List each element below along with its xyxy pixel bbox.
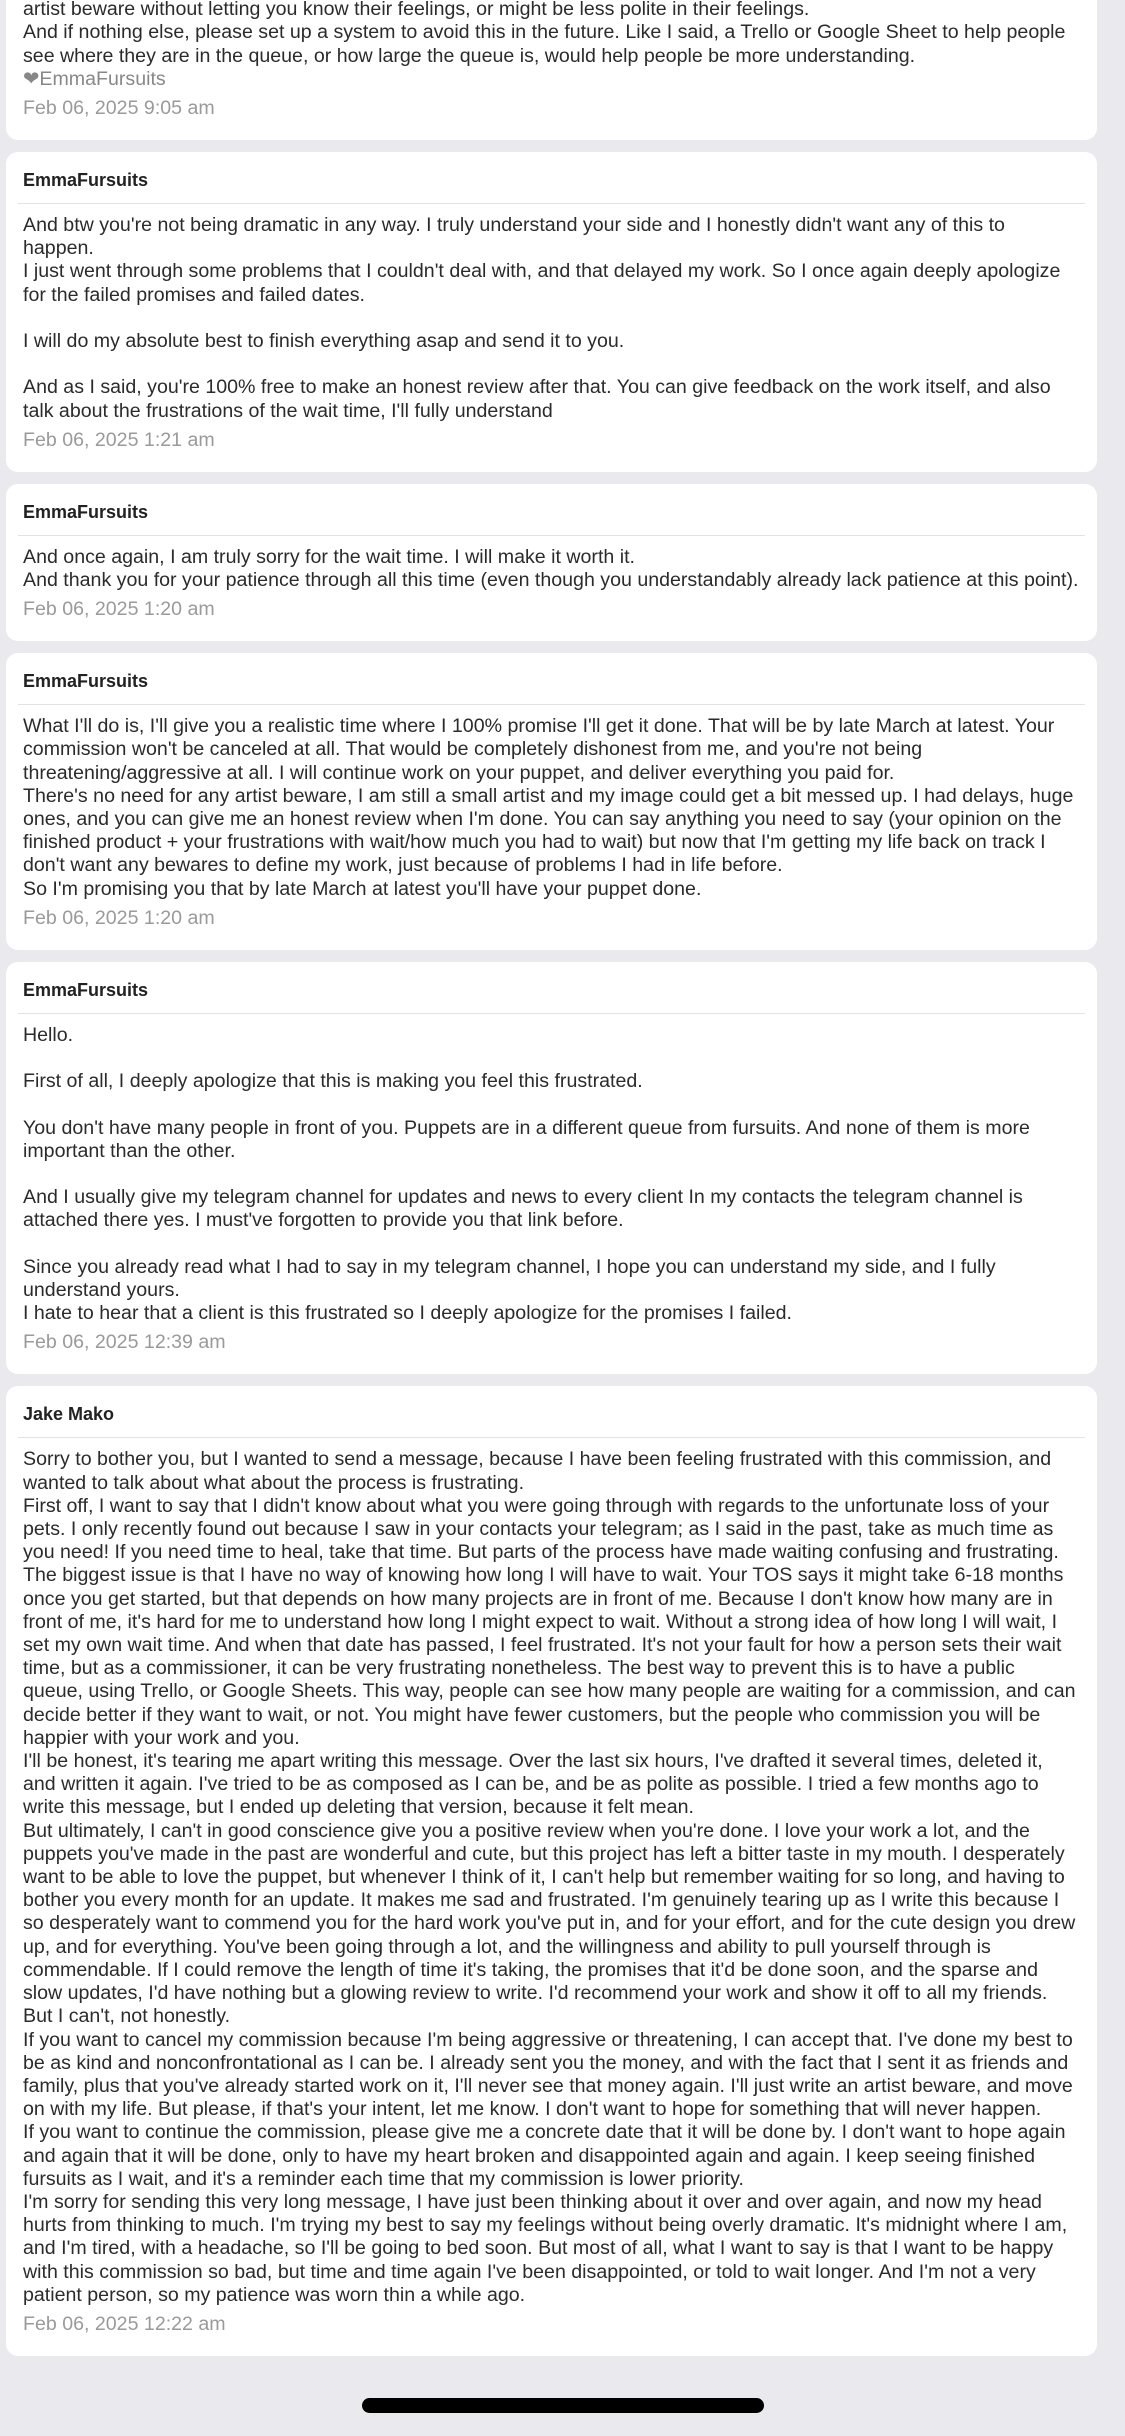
message-body bbox=[18, 546, 1085, 592]
message-paragraph: If you want to cancel my commission because I'm being aggressive or threatening, I can accept that. I've done my best to be as kind and nonconfrontational as I can be. I already sent you the money, and with the fact that I sent it as friends and family, plus that you've already started work on it, I'll never see that money again. I'll just write an artist beware, and move on with my life. But please, if that's your intent, let me know. I don't want to hope for something that will never happen. bbox=[23, 2028, 1073, 2121]
message-timestamp: Feb 06, 2025 1:20 am bbox=[23, 906, 215, 929]
message-card bbox=[6, 152, 1097, 472]
message-signature: ❤EmmaFursuits bbox=[23, 67, 166, 90]
paragraph-spacer bbox=[23, 1163, 1080, 1186]
message-body bbox=[18, 1448, 1085, 2307]
message-paragraph: I just went through some problems that I couldn't deal with, and that delayed my work. So I once again deeply apologize for the failed promises and failed dates. bbox=[23, 260, 1061, 306]
message-paragraph: I hate to hear that a client is this frustrated so I deeply apologize for the promises I failed. bbox=[23, 1302, 792, 1325]
message-body bbox=[18, 0, 1085, 68]
message-paragraph: Sorry to bother you, but I wanted to send a message, because I have been feeling frustrated with this commission, and wanted to talk about what about the process is frustrating. bbox=[23, 1448, 1052, 1494]
message-paragraph: artist beware without letting you know their feelings, or might be less polite in their feelings. bbox=[23, 0, 810, 21]
message-author[interactable]: Jake Mako bbox=[18, 1400, 1085, 1438]
message-author[interactable]: EmmaFursuits bbox=[18, 166, 1085, 204]
message-paragraph: And thank you for your patience through all this time (even though you understandably already lack patience at this point). bbox=[23, 569, 1079, 592]
message-paragraph: And once again, I am truly sorry for the wait time. I will make it worth it. bbox=[23, 545, 635, 568]
message-paragraph: If you want to continue the commission, please give me a concrete date that it will be done by. I don't want to hope again and again that it will be done, only to have my heart broken and disappointed again and again. I keep seeing finished fursuits as I wait, and it's a reminder each time that my commission is lower priority. bbox=[23, 2121, 1066, 2190]
message-paragraph: And btw you're not being dramatic in any way. I truly understand your side and I honestly didn't want any of this to happen. bbox=[23, 214, 1005, 260]
message-paragraph: And if nothing else, please set up a system to avoid this in the future. Like I said, a Trello or Google Sheet to help people see where they are in the queue, or how large the queue is, would help people be more understanding. bbox=[23, 21, 1066, 67]
message-paragraph: First off, I want to say that I didn't know about what you were going through with regards to the unfortunate loss of your pets. I only recently found out because I saw in your contacts your telegram; as I said in the past, take as much time as you need! If you need time to heal, take that time. But parts of the process have made waiting confusing and frustrating. bbox=[23, 1494, 1059, 1564]
home-indicator[interactable] bbox=[362, 2398, 764, 2413]
message-author[interactable]: EmmaFursuits bbox=[18, 976, 1085, 1014]
message-paragraph: Hello. bbox=[23, 1023, 74, 1046]
message-body bbox=[18, 715, 1085, 901]
message-paragraph: You don't have many people in front of you. Puppets are in a different queue from fursuits. And none of them is more important than the other. bbox=[23, 1116, 1030, 1162]
message-card bbox=[6, 1386, 1097, 2356]
message-card bbox=[6, 484, 1097, 641]
message-timestamp: Feb 06, 2025 1:21 am bbox=[23, 428, 215, 451]
message-card bbox=[6, 0, 1097, 140]
message-timestamp: Feb 06, 2025 12:22 am bbox=[23, 2312, 226, 2335]
message-author[interactable]: EmmaFursuits bbox=[18, 498, 1085, 536]
message-paragraph: But ultimately, I can't in good conscience give you a positive review when you're done. I love your work a lot, and the puppets you've made in the past are wonderful and cute, but this project has left a bitter taste in my mouth. I desperately want to be able to love the puppet, but whenever I think of it, I can't help but remember waiting for so long, and having to bother you every month for an update. It makes me sad and frustrated. I'm genuinely tearing up as I write this because I so desperately want to commend you for the hard work you've put in, and for your effort, and for the cute design you drew up, and for everything. You've been going through a lot, and the willingness and ability to pull yourself through is commendable. If I could remove the length of time it's taking, the promises that it'd be done soon, and the sparse and slow updates, I'd have nothing but a glowing review to write. I'd recommend your work and show it off to all my friends. But I can't, not honestly. bbox=[23, 1819, 1076, 2028]
message-paragraph: I'll be honest, it's tearing me apart writing this message. Over the last six hours, I've drafted it several times, deleted it, and written it again. I've tried to be as composed as I can be, and be as polite as possible. I tried a few months ago to write this message, but I ended up deleting that version, because it felt mean. bbox=[23, 1750, 1043, 1819]
message-body bbox=[18, 214, 1085, 423]
paragraph-spacer bbox=[23, 1093, 1080, 1116]
message-paragraph: What I'll do is, I'll give you a realistic time where I 100% promise I'll get it done. That will be by late March at latest. Your commission won't be canceled at all. That would be completely dishonest from me, and you're not being threatening/aggressive at all. I will continue work on your puppet, and deliver everything you paid for. bbox=[23, 715, 1055, 784]
message-paragraph: And I usually give my telegram channel for updates and news to every client In my contacts the telegram channel is attached there yes. I must've forgotten to provide you that link before. bbox=[23, 1186, 1023, 1232]
message-timestamp: Feb 06, 2025 12:39 am bbox=[23, 1331, 226, 1354]
message-body bbox=[18, 1024, 1085, 1326]
message-paragraph: First of all, I deeply apologize that this is making you feel this frustrated. bbox=[23, 1070, 643, 1093]
paragraph-spacer bbox=[23, 1047, 1080, 1070]
message-paragraph: I will do my absolute best to finish everything asap and send it to you. bbox=[23, 330, 625, 353]
message-paragraph: And as I said, you're 100% free to make an honest review after that. You can give feedback on the work itself, and also talk about the frustrations of the wait time, I'll fully understand bbox=[23, 376, 1051, 422]
message-timestamp: Feb 06, 2025 1:20 am bbox=[23, 598, 215, 621]
paragraph-spacer bbox=[23, 353, 1080, 376]
message-paragraph: Since you already read what I had to say in my telegram channel, I hope you can understand my side, and I fully understand yours. bbox=[23, 1255, 996, 1302]
message-paragraph: There's no need for any artist beware, I am still a small artist and my image could get a bit messed up. I had delays, huge ones, and you can give me an honest review when I'm done. You can say anything you need to say (your opinion on the finished product + your frustrations with wait/how much you had to wait) but now that I'm getting my life back on track I don't want any bewares to define my work, just because of problems I had in life before. bbox=[23, 784, 1074, 877]
message-timestamp: Feb 06, 2025 9:05 am bbox=[23, 97, 215, 120]
message-card bbox=[6, 653, 1097, 950]
message-author[interactable]: EmmaFursuits bbox=[18, 667, 1085, 705]
paragraph-spacer bbox=[23, 1233, 1080, 1256]
message-paragraph: I'm sorry for sending this very long message, I have just been thinking about it over and over again, and now my head hurts from thinking to much. I'm trying my best to say my feelings without being overly dramatic. It's midnight where I am, and I'm tired, with a headache, so I'll be going to bed soon. But most of all, what I want to say is that I want to be happy with this commission so bad, but time and time again I've been disappointed, or told to wait longer. And I'm not a very patient person, so my patience was worn thin a while ago. bbox=[23, 2190, 1068, 2306]
message-paragraph: The biggest issue is that I have no way of knowing how long I will have to wait. Your TOS says it might take 6-18 months once you get started, but that depends on how many projects are in front of me. Because I don't know how many are in front of me, it's hard for me to understand how long I might expect to wait. Without a strong idea of how long I will wait, I set my own wait time. And when that date has passed, I feel frustrated. It's not your fault for how a person sets their wait time, but as a commissioner, it can be very frustrating nonetheless. The best way to prevent this is to have a public queue, using Trello, or Google Sheets. This way, people can see how many people are waiting for a commission, and can decide better if they want to wait, or not. You might have fewer customers, but the people who commission you will be happier with your work and you. bbox=[23, 1564, 1076, 1749]
message-card bbox=[6, 962, 1097, 1375]
message-paragraph: So I'm promising you that by late March at latest you'll have your puppet done. bbox=[23, 877, 702, 900]
paragraph-spacer bbox=[23, 307, 1080, 330]
